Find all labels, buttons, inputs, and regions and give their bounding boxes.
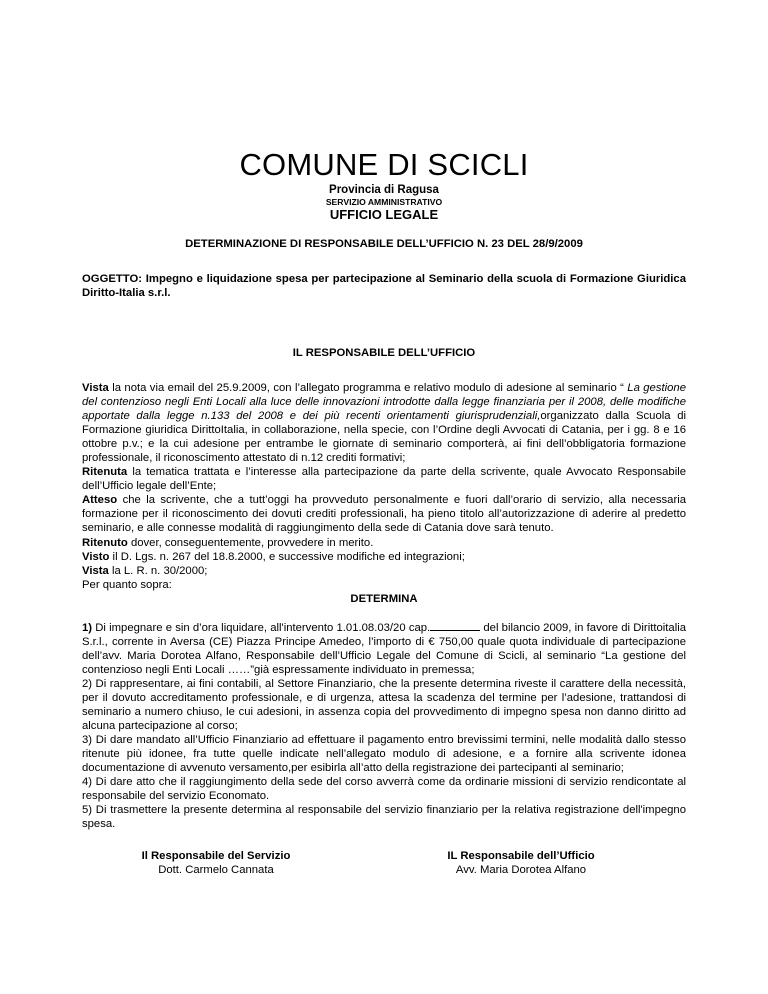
vista-label: Vista — [82, 382, 109, 394]
point-3: 3) Di dare mandato all’Ufficio Finanziario ad effettuare il pagamento entro brevissimi termini, nelle modalità dallo stesso ritenute più idonee, fra tutte quelle indicate nell’allegato modulo di adesione, e a fornire alla scrivente idonea documentazione di avvenuto versamento,per esibirla all’atto della registrazione dei partecipanti al seminario; — [82, 734, 686, 775]
ufficio-label: UFFICIO LEGALE — [329, 207, 439, 222]
atteso-text: che la scrivente, che a tutt’oggi ha provveduto personalmente e fuori dall’orario di servizio, alla necessaria formazione per il riconoscimento dei dovuti crediti professionali, ha pieno titolo all’autorizzazione di aderire al predetto seminario, e alle connesse modalità di raggiungimento della sede di Catania dove sarà tenuto. — [82, 494, 686, 535]
vista-text-b: organizzato dalla Scuola di Formazione giuridica DirittoItalia, in collaborazione, nella specie, con l’Ordine degli Avvocati di Catania, per i gg. 8 e 16 ottobre p.v.; e la cui adesione per entrambe le giornate di seminario comporterà, ai fini dell’obbligatoria formazione professionale, il riconoscimento attestato di n.12 crediti formativi; — [82, 410, 686, 465]
signature-ufficio-title: IL Responsabile dell’Ufficio — [447, 850, 595, 863]
visto-label: Visto — [82, 550, 110, 563]
point-4: 4) Di dare atto che il raggiungimento della sede del corso avverrà come da ordinarie missioni di servizio rendicontate al responsabile del servizio Economato. — [82, 776, 686, 803]
ritenuto-paragraph — [82, 536, 686, 550]
letterhead — [82, 148, 686, 222]
signature-servizio — [116, 849, 316, 877]
vista-lr-text: la L. R. n. 30/2000; — [108, 564, 208, 577]
point-5: 5) Di trasmettere la presente determina al responsabile del servizio finanziario per la relativa registrazione dell'impegno spesa. — [82, 804, 686, 831]
ritenuto-label: Ritenuto — [82, 536, 128, 549]
vista-text-a: la nota via email del 25.9.2009, con l’allegato programma e relativo modulo di adesione al seminario “ — [108, 382, 628, 394]
point-1-number: 1) — [82, 621, 93, 634]
vista-nota-paragraph — [82, 381, 686, 465]
signature-block — [82, 849, 686, 877]
atteso-label: Atteso — [82, 494, 118, 507]
ritenuto-text: dover, conseguentemente, provvedere in merito. — [127, 536, 374, 549]
point-2: 2) Di rappresentare, ai fini contabili, al Settore Finanziario, che la presente determina riveste il carattere della necessità, per il dovuto accreditamento professionale, e di urgenza, attesa la scadenza del termine per l’adesione, trattandosi di seminario a numero chiuso, le cui adesioni, in assenza copia del provvedimento di impegno spesa non danno diritto ad alcuna partecipazione al corso; — [82, 677, 686, 733]
premesse-section — [82, 381, 686, 606]
determinazione-title: DETERMINAZIONE DI RESPONSABILE DELL’UFFICIO N. 23 DEL 28/9/2009 — [185, 238, 583, 250]
determina-heading: DETERMINA — [350, 592, 418, 605]
atteso-paragraph — [82, 493, 686, 535]
cap-blank-line — [430, 620, 480, 631]
signature-ufficio-name: Avv. Maria Dorotea Alfano — [455, 864, 587, 877]
ritenuta-label: Ritenuta — [82, 466, 128, 479]
servizio-label: SERVIZIO AMMINISTRATIVO — [325, 197, 443, 207]
point-1 — [82, 620, 686, 677]
provincia-label: Provincia di Ragusa — [329, 184, 439, 196]
per-quanto-paragraph: Per quanto sopra: — [82, 578, 172, 591]
comune-title: COMUNE DI SCICLI — [239, 147, 529, 182]
signature-ufficio — [426, 849, 616, 877]
oggetto-paragraph: OGGETTO: Impegno e liquidazione spesa per partecipazione al Seminario della scuola di Formazione Giuridica Diritto-Italia s.r.l. — [82, 273, 686, 299]
dispositivo-section — [82, 620, 686, 832]
point-1-text-b: del bilancio 2009, in favore di Dirittoitalia S.r.l., corrente in Aversa (CE) Piazza Principe Amedeo, l’importo di € 750,00 quale quota individuale di partecipazione dell’avv. Maria Dorotea Alfano, Responsabile dell’Ufficio Legale del Comune di Scicli, al seminario “La gestione del contenzioso negli Enti Locali ……”già espressamente individuato in premessa; — [82, 621, 686, 676]
seminario-title-italic: La gestione del contenzioso negli Enti Locali alla luce delle innovazioni introdotte dalla legge finanziaria per il 2008, delle modifiche apportate dalla legge n.133 del 2008 e dei più recenti orientamenti giurisprudenziali, — [82, 382, 686, 423]
signature-servizio-title: Il Responsabile del Servizio — [141, 850, 291, 863]
visto-text: il D. Lgs. n. 267 del 18.8.2000, e successive modifiche ed integrazioni; — [109, 550, 465, 563]
vista-lr-paragraph — [82, 564, 686, 578]
vista-lr-label: Vista — [82, 564, 109, 577]
visto-paragraph — [82, 550, 686, 564]
responsabile-heading: IL RESPONSABILE DELL’UFFICIO — [292, 347, 476, 359]
signature-servizio-name: Dott. Carmelo Cannata — [158, 864, 274, 877]
ritenuta-text: la tematica trattata e l’interesse alla partecipazione da parte della scrivente, quale Avvocato Responsabile dell’Ufficio legale dell’Ente; — [82, 466, 686, 493]
ritenuta-paragraph — [82, 465, 686, 493]
point-1-text-a: Di impegnare e sin d’ora liquidare, all'intervento 1.01.08.03/20 cap. — [92, 621, 431, 634]
